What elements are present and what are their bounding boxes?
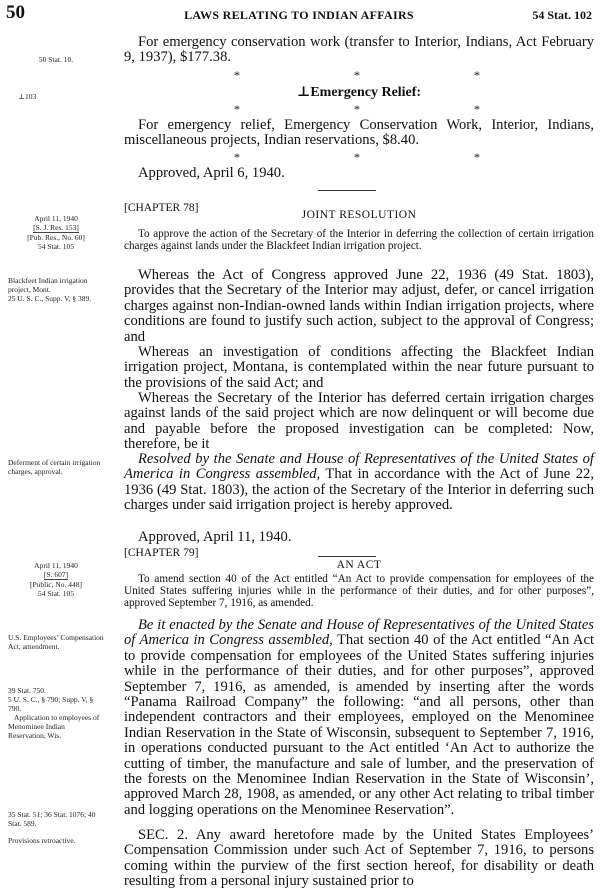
emergency-relief-heading: ⊥Emergency Relief: [296, 85, 422, 100]
an-act-heading: AN ACT [336, 559, 382, 571]
margin-chapter-79-citation: April 11, 1940 [S. 607] [Public, No. 448] 54 Stat. 105 [29, 561, 83, 598]
emergency-conservation-text: For emergency conservation work (transfer to Interior, Indians, Act February 9, 1937), $177.38. [124, 34, 594, 66]
resolving-clause: Resolved by the Senate and House of Representatives of the United States of America in Congress assembled, That in accordance with the Act of June 22, 1936 (49 Stat. 1803), the action of the Secretary of the Interior in deferring such charges under said irrigation project is hereby approved. [124, 451, 594, 514]
margin-chapter-78-citation: April 11, 1940 [S. J. Res. 153] [Pub. Res., No. 60] 54 Stat. 105 [27, 214, 85, 251]
whereas-clause-2: Whereas an investigation of conditions affecting the Blackfeet Indian irrigation project, Montana, is contemplated within the near future pursuant to the provisions of the said Act; and [124, 344, 594, 391]
section-2-text: SEC. 2. Any award heretofore made by the United States Employees’ Compensation Commission under such Act of September 7, 1916, to persons coming within the purview of the first section hereof, for disability or death resulting from a personal injury sustained prior to [124, 827, 594, 890]
running-title: LAWS RELATING TO INDIAN AFFAIRS [184, 8, 414, 22]
approved-april-6: Approved, April 6, 1940. [138, 165, 285, 181]
page-number: 50 [6, 2, 25, 23]
emergency-relief-text: For emergency relief, Emergency Conservation Work, Interior, Indians, miscellaneous projects, Indian reservations, $8.40. [124, 117, 594, 149]
margin-retroactive: Provisions retroactive. [8, 836, 76, 845]
section-divider [318, 190, 376, 191]
whereas-clause-3: Whereas the Secretary of the Interior has deferred certain irrigation charges against lands of the said project which are now delinquent or will become due and payable before the proposed investigation can be completed: Now, therefore, be it [124, 390, 594, 453]
margin-note-page-break: ⊥103 [18, 92, 37, 101]
chapter-78-purpose: To approve the action of the Secretary of the Interior in deferring the collection of certain irrigation charges against lands under the Blackfeet Indian irrigation project. [124, 228, 594, 253]
chapter-79-label: [CHAPTER 79] [124, 547, 199, 559]
whereas-clause-1: Whereas the Act of Congress approved June 22, 1936 (49 Stat. 1803), provides that the Secretary of the Interior may adjust, defer, or cancel irrigation charges against non-Indian-owned lands within Indian irrigation projects, where conditions are found to justify such action, subject to the approval of Congress; and [124, 267, 594, 345]
margin-us-employees: U.S. Employees’ Compensation Act, amendment. [8, 633, 104, 651]
margin-note-50-stat: 50 Stat. 10. [38, 55, 74, 64]
stat-reference: 54 Stat. 102 [532, 8, 592, 22]
chapter-79-purpose: To amend section 40 of the Act entitled “An Act to provide compensation for employees of the United States suffering injuries while in the performance of their duties, and for other purposes”, approved September 7, 1916, as amended. [124, 573, 594, 610]
margin-blackfeet-project: Blackfeet Indian irrigation project, Mont. 25 U. S. C., Supp. V, § 389. [8, 276, 92, 303]
margin-deferment: Deferment of certain irrigation charges, approval. [8, 458, 101, 476]
joint-resolution-heading: JOINT RESOLUTION [301, 209, 417, 221]
approved-april-11: Approved, April 11, 1940. [138, 529, 292, 545]
chapter-78-label: [CHAPTER 78] [124, 202, 199, 214]
statute-page: 50 LAWS RELATING TO INDIAN AFFAIRS 54 Stat. 102 50 Stat. 10. For emergency conservation work (transfer to Interior, Indians, Act February 9, 1937), $177.38. * * * ⊥103 ⊥Emergency Relief: * * * For emergency relief, Emergency Conservation Work, Interior, Indians, miscellaneous projects, Indian reservations, $8.40. * * * Approved, April 6, 1940. [CHAPTER 78] JOINT RESOLUTION April 11, 1940 [S. J. Res. 153] [Pub. Res., No. 60] 54 Stat. 105 To approve the action of the Secretary of the Interior in deferring the collection of certain irrigation charges against lands under the Blackfeet Indian irrigation project. Blackfeet Indian irrigation project, Mont. 25 U. S. C., Supp. V, § 389. Whereas the Act of Congress approved June 22, 1936 (49 Stat. 1803), provides that the Secretary of the Interior may adjust, defer, or cancel irrigation charges against non-Indian-owned lands within Indian irrigation projects, where conditions are found to justify such action, subject to the approval of Congress; and Whereas an investigation of conditions affecting the Blackfeet Indian irrigation project, Montana, is contemplated within the near future pursuant to the provisions of the said Act; and Whereas the Secretary of the Interior has deferred certain irrigation charges against lands of the said project which are now delinquent or will become due and payable before the proposed investigation can be completed: Now, therefore, be it Deferment of certain irrigation charges, approval. Resolved by the Senate and House of Representatives of the United States of America in Congress assembled, That in accordance with the Act of June 22, 1936 (49 Stat. 1803), the action of the Secretary of the Interior in deferring such charges under said irrigation project is hereby approved. Approved, April 11, 1940. [CHAPTER 79] AN ACT April 11, 1940 [S. 607] [Public, No. 448] 54 Stat. 105 To amend section 40 of the Act entitled “An Act to provide compensation for employees of the United States suffering injuries while in the performance of their duties, and for other purposes”, approved September 7, 1916, as amended. U.S. Employees’ Compensation Act, amendment. 39 Stat. 750. 5 U. S. C., § 790; Supp. V, § 790. Application to employees of Menominee Indian Reservation, Wis. Be it enacted by the Senate and House of Representatives of the United States of America in Congress assembled, That section 40 of the Act entitled “An Act to provide compensation for employees of the United States suffering injuries while in the performance of their duties, and for other purposes”, approved September 7, 1916, as amended, is amended by inserting after the words “Panama Railroad Company” the following: “and all persons, other than independent contractors and their employees, employed on the Menominee Indian Reservation in the State of Wisconsin, subsequent to September 7, 1916, in operations conducted pursuant to the Act entitled ‘An Act to authorize the cutting of timber, the manufacture and sale of lumber, and the preservation of the forests on the Menominee Indian Reservation in the State of Wisconsin’, approved March 28, 1908, as amended, or any other Act relating to tribal timber and logging operations on the Menominee Reservation”. 35 Stat. 51; 36 Stat. 1076; 40 Stat. 589. Provisions retroactive. SEC. 2. Any award heretofore made by the United States Employees’ Compensation Commission under such Act of September 7, 1916, to persons coming within the purview of the first section hereof, for disability or death resulting from a personal injury sustained prior to [6, 2, 594, 890]
page-header [6, 2, 592, 22]
enacting-clause: Be it enacted by the Senate and House of Representatives of the United States of America in Congress assembled, That section 40 of the Act entitled “An Act to provide compensation for employees of the United States suffering injuries while in the performance of their duties, and for other purposes”, approved September 7, 1916, as amended, is amended by inserting after the words “Panama Railroad Company” the following: “and all persons, other than independent contractors and their employees, employed on the Menominee Indian Reservation in the State of Wisconsin, subsequent to September 7, 1916, in operations conducted pursuant to the Act entitled ‘An Act to authorize the cutting of timber, the manufacture and sale of lumber, and the preservation of the forests on the Menominee Indian Reservation in the State of Wisconsin’, approved March 28, 1908, as amended, or any other Act relating to tribal timber and logging operations on the Menominee Reservation”. [124, 617, 594, 818]
margin-39-stat: 39 Stat. 750. 5 U. S. C., § 790; Supp. V, § 790. Application to employees of Menominee Indian Reservation, Wis. [8, 686, 100, 740]
section-divider [318, 556, 376, 557]
margin-35-stat: 35 Stat. 51; 36 Stat. 1076; 40 Stat. 589. [8, 810, 96, 828]
